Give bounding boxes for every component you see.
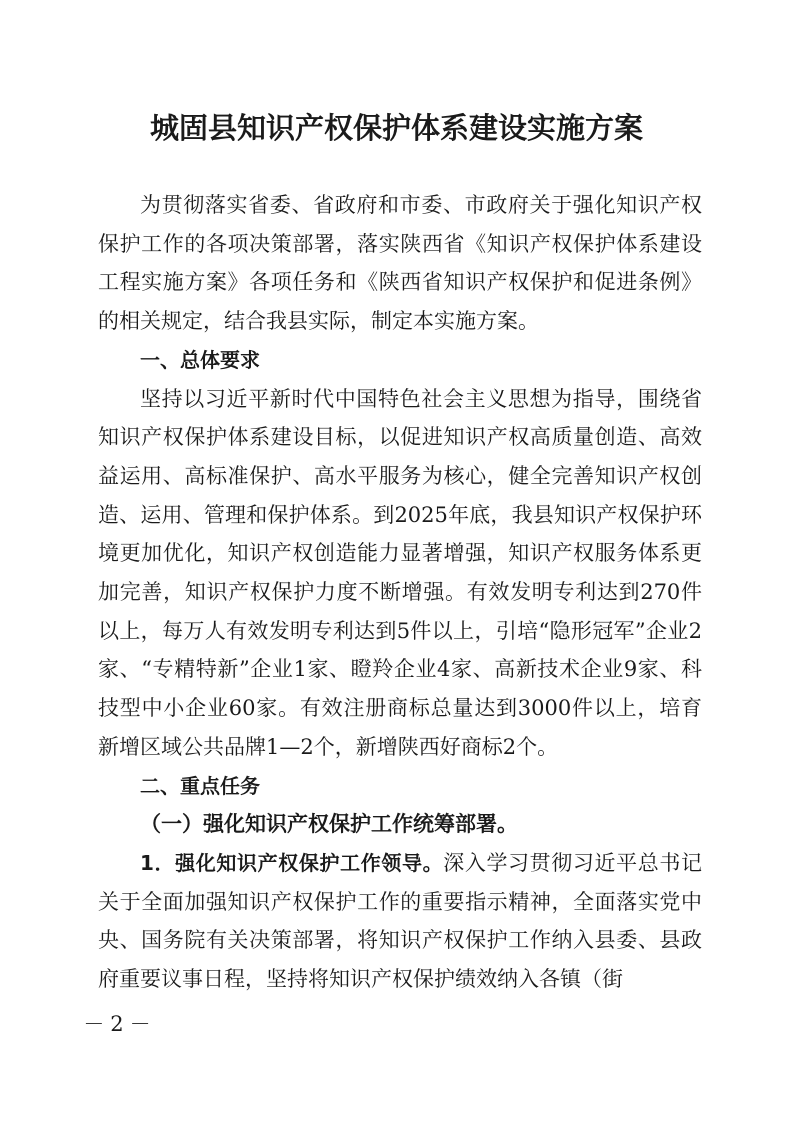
document-title: 城固县知识产权保护体系建设实施方案 <box>149 111 643 145</box>
item-1-lead: 1．强化知识产权保护工作领导。 <box>140 850 444 875</box>
item-1-paragraph <box>98 844 702 999</box>
item-1-body: 深入学习贯彻习近平总书记关于全面加强知识产权保护工作的重要指示精神，全面落实党中央、国务院有关决策部署，将知识产权保护工作纳入县委、县政府重要议事日程，坚持将知识产权保护绩效纳入各镇（街 <box>98 850 703 992</box>
section-heading-general-requirements: 一、总体要求 <box>140 347 260 372</box>
section-heading-key-tasks: 二、重点任务 <box>140 773 260 798</box>
page-number: －2－ <box>83 1012 157 1036</box>
general-requirements-paragraph: 坚持以习近平新时代中国特色社会主义思想为指导，围绕省知识产权保护体系建设目标，以促进知识产权高质量创造、高效益运用、高标准保护、高水平服务为核心，健全完善知识产权创造、运用、管理和保护体系。到2025年底，我县知识产权保护环境更加优化，知识产权创造能力显著增强，知识产权服务体系更加完善，知识产权保护力度不断增强。有效发明专利达到270件以上，每万人有效发明专利达到5件以上，引培“隐形冠军”企业2家、“专精特新”企业1家、瞪羚企业4家、高新技术企业9家、科技型中小企业60家。有效注册商标总量达到3000件以上，培育新增区域公共品牌1—2个，新增陕西好商标2个。 <box>98 386 702 759</box>
document-body <box>98 186 702 999</box>
subsection-heading-coordination: （一）强化知识产权保护工作统筹部署。 <box>140 811 518 837</box>
intro-paragraph: 为贯彻落实省委、省政府和市委、市政府关于强化知识产权保护工作的各项决策部署，落实陕西省《知识产权保护体系建设工程实施方案》各项任务和《陕西省知识产权保护和促进条例》的相关规定，结合我县实际，制定本实施方案。 <box>98 193 702 334</box>
